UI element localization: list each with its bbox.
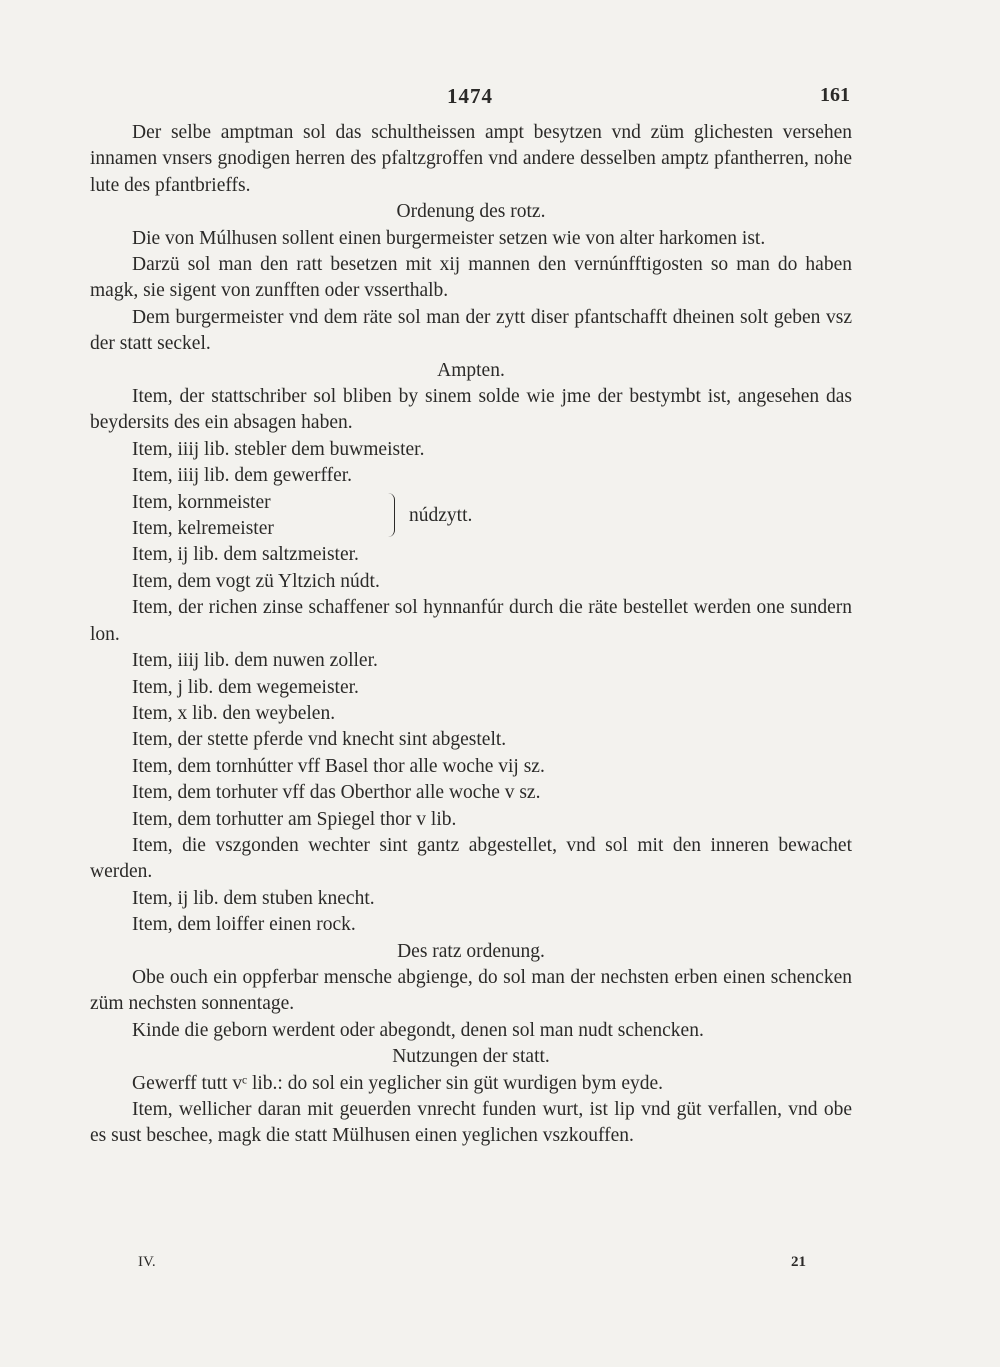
document-body [90,120,852,1150]
signature-mark: IV. [138,1254,156,1270]
paragraph: Obe ouch ein oppferbar mensche abgienge, do sol man der nechsten erben einen schencken züm nechsten sonnentage. [90,966,852,1015]
section-heading: Des ratz ordenung. [397,940,545,962]
paragraph: Item, die vszgonden wechter sint gantz abgestellet, vnd sol mit den inneren bewachet werden. [90,834,852,883]
page-header [90,84,850,114]
list-item: Item, dem tornhútter vff Basel thor alle woche vij sz. [132,755,545,777]
paragraph: Item, wellicher daran mit geuerden vnrecht funden wurt, ist lip vnd güt verfallen, vnd obe es sust beschee, magk die statt Mülhusen einen yeglichen vszkouffen. [90,1099,852,1147]
running-head-year: 1474 [447,84,493,108]
list-item: Item, dem torhutter am Spiegel thor v lib. [132,808,457,830]
list-item: Item, ij lib. dem stuben knecht. [132,887,375,909]
list-item: Item, der stette pferde vnd knecht sint abgestelt. [132,729,507,751]
brace-group [90,490,852,543]
brace-annotation: núdzytt. [409,504,473,526]
list-item: Item, dem vogt zü Yltzich núdt. [132,570,380,592]
paragraph: Gewerff tutt vᶜ lib.: do sol ein yeglicher sin güt wurdigen bym eyde. [132,1072,664,1094]
sheet-number: 21 [791,1254,806,1270]
page-number: 161 [820,84,850,106]
list-item: Item, j lib. dem wegemeister. [132,676,359,698]
list-item: Item, iiij lib. dem nuwen zoller. [132,650,378,672]
paragraph: Kinde die geborn werdent oder abegondt, denen sol man nudt schencken. [132,1019,704,1041]
paragraph: Darzü sol man den ratt besetzen mit xij mannen den vernúnfftigosten so man do haben magk, sie sigent von zunfften oder vsserthalb. [90,254,852,302]
list-item: Item, ij lib. dem saltzmeister. [132,544,359,566]
section-heading: Nutzungen der statt. [392,1046,550,1068]
page-footer [90,1254,850,1276]
paragraph: Die von Múlhusen sollent einen burgermeister setzen wie von alter harkomen ist. [132,227,766,249]
list-item: Item, dem torhuter vff das Oberthor alle woche v sz. [132,782,541,804]
section-heading: Ordenung des rotz. [396,201,546,223]
list-item: Item, iiij lib. dem gewerffer. [132,465,353,487]
list-item: Item, iiij lib. stebler dem buwmeister. [132,438,425,460]
list-item: Item, kornmeister [132,491,271,513]
paragraph: Dem burgermeister vnd dem räte sol man der zytt diser pfantschafft dheinen solt geben vsz der statt seckel. [90,306,852,355]
paragraph: Item, der richen zinse schaffener sol hynnanfúr durch die räte bestellet werden one sundern lon. [90,597,852,645]
paragraph: Item, der stattschriber sol bliben by sinem solde wie jme der bestymbt ist, angesehen das beydersits des ein absagen haben. [90,386,852,434]
section-heading: Ampten. [437,359,505,381]
list-item: Item, kelremeister [132,518,274,540]
list-item: Item, dem loiffer einen rock. [132,914,356,936]
list-item: Item, x lib. den weybelen. [132,702,336,724]
paragraph: Der selbe amptman sol das schultheissen ampt besytzen vnd züm glichesten versehen innamen vnsers gnodigen herren des pfaltzgroffen vnd andere desselben amptz pfantherren, nohe lute des pfantbrieffs. [90,122,852,196]
curly-brace [387,493,395,537]
